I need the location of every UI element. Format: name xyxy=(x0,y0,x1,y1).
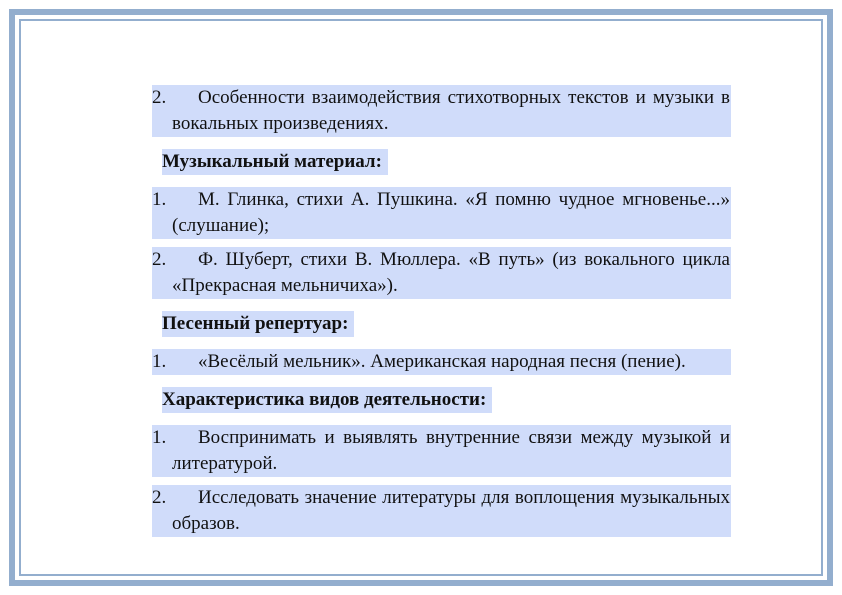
slide-content xyxy=(152,85,731,537)
list-text: Исследовать значение литературы для воплощения музыкальных образов. xyxy=(172,487,730,534)
section-heading-song-repertoire: Песенный репертуар: xyxy=(152,307,731,341)
list-number: 1. xyxy=(152,427,167,448)
section-heading-music-material: Музыкальный материал: xyxy=(152,145,731,179)
section-heading-activities: Характеристика видов деятельности: xyxy=(152,383,731,417)
list-item xyxy=(152,349,731,375)
list-text: «Весёлый мельник». Американская народная песня (пение). xyxy=(198,351,686,372)
list-item xyxy=(152,85,731,137)
list-text: Особенности взаимодействия стихотворных текстов и музыки в вокальных произведениях. xyxy=(172,87,730,134)
list-item xyxy=(152,247,731,299)
list-item xyxy=(152,485,731,537)
list-number: 2. xyxy=(152,487,167,508)
list-text: М. Глинка, стихи А. Пушкина. «Я помню чудное мгновенье...» (слушание); xyxy=(172,189,730,236)
list-number: 2. xyxy=(152,249,167,270)
list-text: Воспринимать и выявлять внутренние связи между музыкой и литературой. xyxy=(172,427,730,474)
list-item xyxy=(152,187,731,239)
list-number: 2. xyxy=(152,87,167,108)
list-number: 1. xyxy=(152,351,167,372)
list-item xyxy=(152,425,731,477)
list-number: 1. xyxy=(152,189,167,210)
list-text: Ф. Шуберт, стихи В. Мюллера. «В путь» (из вокального цикла «Прекрасная мельничиха»). xyxy=(172,249,730,296)
